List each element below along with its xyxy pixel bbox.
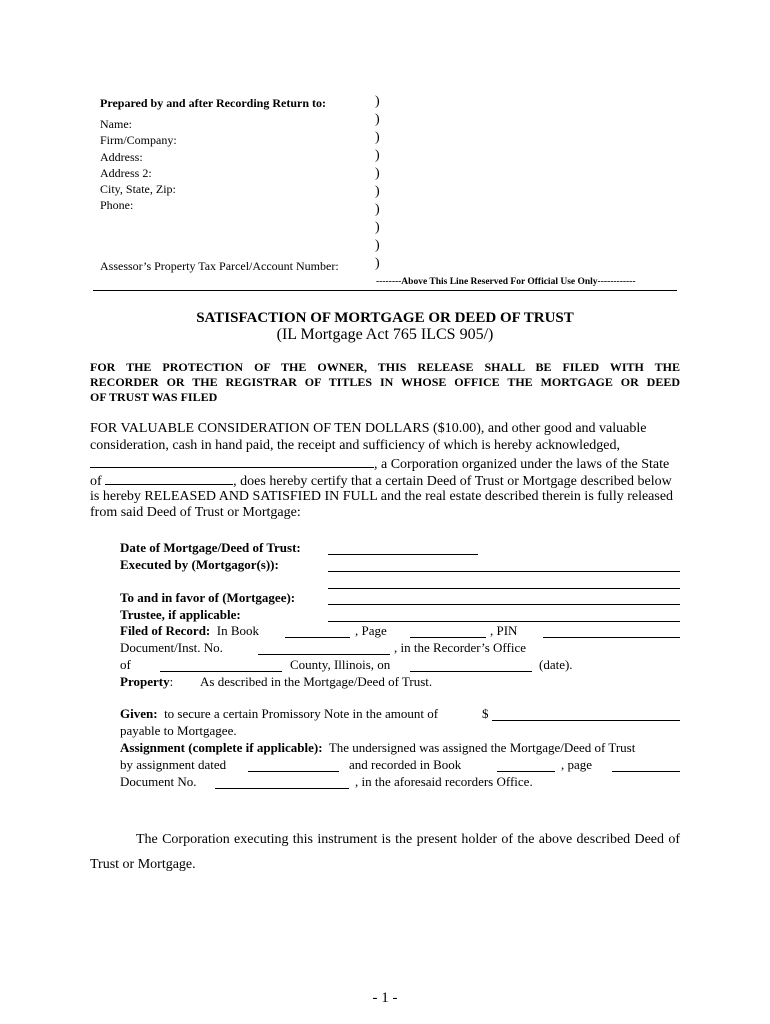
body-line-3 <box>90 455 669 473</box>
body-line-6: from said Deed of Trust or Mortgage: <box>90 505 301 520</box>
body-line-2: consideration, cash in hand paid, the receipt and sufficiency of which is hereby acknowledged, <box>90 438 621 453</box>
prepared-by-heading: Prepared by and after Recording Return to: <box>100 96 326 110</box>
date-of-mortgage-field[interactable] <box>328 554 478 555</box>
recorded-in-label: and recorded in Book <box>349 757 462 772</box>
executed-by-label: Executed by (Mortgagor(s)): <box>120 557 279 572</box>
assessor-parcel-label: Assessor’s Property Tax Parcel/Account Number: <box>100 259 339 273</box>
trustee-field[interactable] <box>328 621 680 622</box>
address2-field-label: Address 2: <box>100 166 152 180</box>
bracket-mark: ) <box>375 202 380 217</box>
docinst-label: Document/Inst. No. <box>120 640 223 655</box>
assignment-book-field[interactable] <box>497 771 555 772</box>
date-text: (date). <box>539 657 573 672</box>
body-line-1: FOR VALUABLE CONSIDERATION OF TEN DOLLARS ($10.00), and other good and valuable <box>90 421 647 436</box>
filed-of-record-row <box>120 623 259 639</box>
notice-line-3: OF TRUST WAS FILED <box>90 390 218 404</box>
closing-line-2: Trust or Mortgage. <box>90 857 196 872</box>
by-assignment-label: by assignment dated <box>120 757 227 772</box>
docinst-field[interactable] <box>258 654 390 655</box>
mortgagor-field-line-2[interactable] <box>328 588 680 589</box>
recorders-office-text: , in the Recorder’s Office <box>394 640 526 655</box>
assignment-date-field[interactable] <box>248 771 339 772</box>
bracket-mark: ) <box>375 238 380 253</box>
dollar-sign: $ <box>482 706 489 721</box>
state-blank[interactable] <box>105 472 233 485</box>
body-line-5: is hereby RELEASED AND SATISFIED IN FULL and the real estate described therein is fully released <box>90 489 674 504</box>
assignment-page-field[interactable] <box>612 771 680 772</box>
of-text: of <box>90 474 102 489</box>
of-label: of <box>120 657 131 672</box>
pin-field[interactable] <box>543 637 680 638</box>
payable-text: payable to Mortgagee. <box>120 723 237 738</box>
reserved-rule <box>93 290 677 291</box>
reserved-notice: --------Above This Line Reserved For Official Use Only------------ <box>376 277 636 287</box>
recording-date-field[interactable] <box>410 671 532 672</box>
assignment-row <box>120 740 635 756</box>
property-row <box>120 674 173 690</box>
page-field[interactable] <box>410 637 486 638</box>
document-no-label: Document No. <box>120 774 197 789</box>
mortgagee-label: To and in favor of (Mortgagee): <box>120 590 296 605</box>
notice-line-2: RECORDER OR THE REGISTRAR OF TITLES IN WHOSE OFFICE THE MORTGAGE OR DEED <box>90 375 680 389</box>
bracket-mark: ) <box>375 130 380 145</box>
closing-line-1: The Corporation executing this instrument is the present holder of the above described Deed of <box>136 832 680 847</box>
body-line-4 <box>90 472 672 490</box>
given-text: to secure a certain Promissory Note in the amount of <box>164 706 439 721</box>
property-colon: : <box>169 674 174 689</box>
bracket-mark: ) <box>375 94 380 109</box>
bracket-mark: ) <box>375 184 380 199</box>
mortgagor-field[interactable] <box>328 571 680 572</box>
county-text: County, Illinois, on <box>290 657 391 672</box>
document-subtitle: (IL Mortgage Act 765 ILCS 905/) <box>276 326 494 343</box>
pin-label: , PIN <box>490 623 518 638</box>
amount-field[interactable] <box>492 720 680 721</box>
book-field[interactable] <box>285 637 350 638</box>
assignment-text: The undersigned was assigned the Mortgage/Deed of Trust <box>328 740 636 755</box>
name-field-label: Name: <box>100 117 132 131</box>
date-of-mortgage-label: Date of Mortgage/Deed of Trust: <box>120 540 301 555</box>
bracket-mark: ) <box>375 220 380 235</box>
bracket-mark: ) <box>375 112 380 127</box>
property-label: Property <box>120 674 170 689</box>
trustee-label: Trustee, if applicable: <box>120 607 241 622</box>
certify-text: , does hereby certify that a certain Deed of Trust or Mortgage described below <box>233 474 672 489</box>
city-state-zip-field-label: City, State, Zip: <box>100 182 176 196</box>
phone-field-label: Phone: <box>100 198 134 212</box>
page2-label: , page <box>561 757 593 772</box>
bracket-mark: ) <box>375 148 380 163</box>
given-row <box>120 706 438 722</box>
given-label: Given: <box>120 706 158 721</box>
notice-line-1: FOR THE PROTECTION OF THE OWNER, THIS RELEASE SHALL BE FILED WITH THE <box>90 360 680 374</box>
corporation-name-blank[interactable] <box>90 455 374 468</box>
bracket-mark: ) <box>375 166 380 181</box>
corporation-text: , a Corporation organized under the laws of the State <box>374 457 670 472</box>
county-field[interactable] <box>160 671 282 672</box>
filed-of-record-label: Filed of Record: <box>120 623 211 638</box>
assignment-label: Assignment (complete if applicable): <box>120 740 323 755</box>
address-field-label: Address: <box>100 150 143 164</box>
document-no-field[interactable] <box>215 788 349 789</box>
in-book-label: In Book <box>216 623 260 638</box>
page-number: - 1 - <box>372 990 398 1006</box>
firm-field-label: Firm/Company: <box>100 133 177 147</box>
page-label: , Page <box>355 623 387 638</box>
document-title: SATISFACTION OF MORTGAGE OR DEED OF TRUST <box>196 310 574 326</box>
mortgagee-field[interactable] <box>328 604 680 605</box>
property-text: As described in the Mortgage/Deed of Trust. <box>200 674 433 689</box>
bracket-mark: ) <box>375 256 380 271</box>
aforesaid-text: , in the aforesaid recorders Office. <box>355 774 533 789</box>
